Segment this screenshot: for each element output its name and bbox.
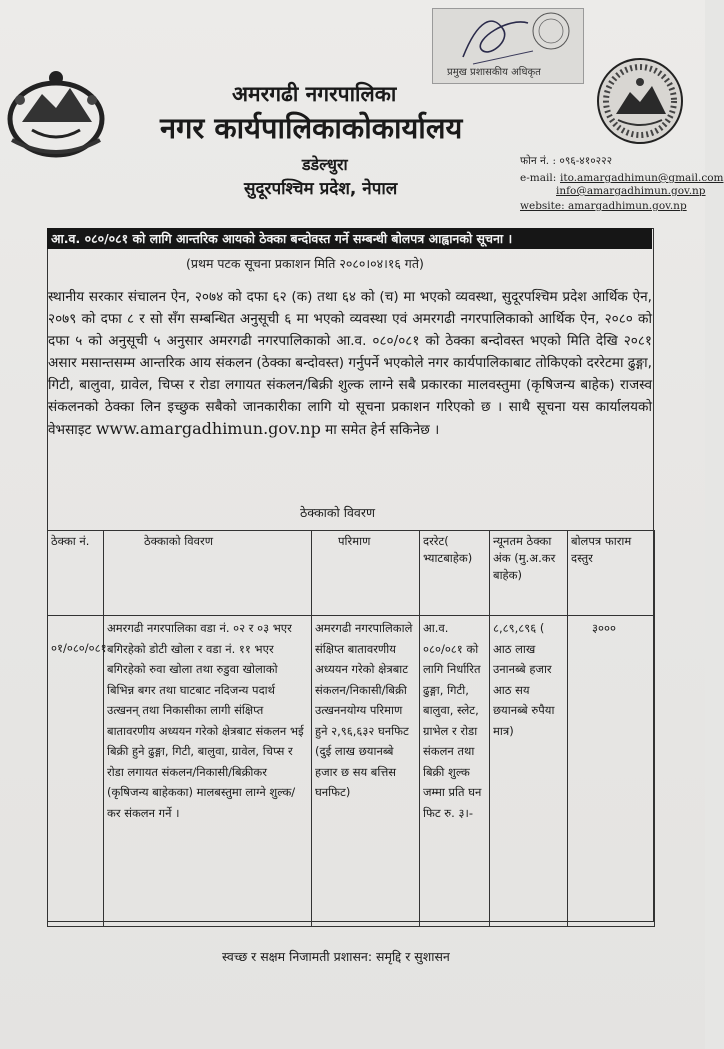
cell-description: अमरगढी नगरपालिका वडा नं. ०२ र ०३ भएर बगिरहेको डोटी खोला र वडा नं. ११ भएर बगिरहेको रुवा खोला तथा रुडुवा खोलाको बिभिन्न बगर तथा घाटबाट नदिजन्य पदार्थ उत्खनन् तथा निकासीका लागी संक्षिप्त बातावरणीय अध्ययन गरेको क्षेत्रबाट संकलन भई बिक्री हुने ढुङ्गा, गिटी, बालुवा, ग्रावेल, चिप्स र रोडा लगायत संकलन/निकासी/बिक्रीकर (कृषिजन्य बाहेकका) मालबस्तुमा लाग्ने शुल्क/कर संकलन गर्ने । (104, 616, 312, 927)
signature-stamp (432, 8, 584, 84)
table-caption: ठेक्काको विवरण (300, 505, 376, 520)
col-header-quantity: परिमाण (312, 531, 420, 616)
footer-slogan: स्वच्छ र सक्षम निजामती प्रशासन: समृद्दि र सुशासन (222, 949, 450, 964)
notice-body-end: मा समेत हेर्न सकिनेछ । (320, 422, 440, 438)
col-header-form-fee: बोलपत्र फाराम दस्तुर (568, 531, 655, 616)
col-header-description: ठेक्काको विवरण (104, 531, 312, 616)
nepal-emblem-icon (2, 64, 110, 164)
contact-email-2[interactable]: info@amargadhimun.gov.np (556, 185, 706, 197)
contact-email-1[interactable]: ito.amargadhimun@gmail.com (560, 172, 724, 184)
notice-subtitle: (प्रथम पटक सूचना प्रकाशन मिति २०८०।०४।१६ गते) (186, 256, 424, 271)
office-name: नगर कार्यपालिकाकोकार्यालय (160, 111, 463, 145)
cell-tender-number: ०१/०८०/०८१ (48, 616, 104, 927)
municipality-logo-icon (592, 56, 688, 146)
table-row (48, 616, 655, 927)
col-header-minimum-amount: न्यूनतम ठेक्का अंक (मु.अ.कर बाहेक) (490, 531, 568, 616)
col-header-rate: दररेट( भ्याटबाहेक) (420, 531, 490, 616)
tender-table (47, 530, 655, 927)
cell-form-fee: ३००० (568, 616, 655, 927)
notice-body-text: स्थानीय सरकार संचालन ऐन, २०७४ को दफा ६२ (क) तथा ६४ को (च) मा भएको व्यवस्था, सुदूरपश्चिम प्रदेश आर्थिक ऐन, २०७९ को दफा ८ र सो सँग सम्बन्धित अनुसूची ६ मा भएको व्यवस्था एवं अमरगढी नगरपालिकाको आर्थिक ऐन, २०८० को दफा ५ को अनुसूची ५ अनुसार अमरगढी नगरपालिकाको आ.व. ०८०/०८१ को ठेक्का बन्दोवस्त भएको मिति देखि २०८१ असार मसान्तसम्म आन्तरिक आय संकलन (ठेक्का बन्दोवस्त) गर्नुपर्ने भएकोले नगर कार्यपालिकाबाट तोकिएको दररेटमा ढुङ्गा, गिटी, बालुवा, ग्रावेल, चिप्स र रोडा लगायत संकलन/बिक्री शुल्क लाग्ने सबै प्रकारका मालवस्तुमा (कृषिजन्य बाहेक) राजस्व संकलनको ठेक्का लिन इच्छुक सबैको जानकारीका लागि यो सूचना प्रकाशन गरिएको छ । साथै सूचना यस कार्यालयको वेभसाइट (48, 289, 652, 438)
col-header-number: ठेक्का नं. (48, 531, 104, 616)
district-name: डडेल्धुरा (302, 155, 348, 174)
notice-website: www.amargadhimun.gov.np (95, 419, 321, 438)
cell-minimum-amount: ८,८९,८९६ ( आठ लाख उनानब्बे हजार आठ सय छयानब्बे रुपैया मात्र) (490, 616, 568, 927)
contact-email-label: e-mail: (520, 172, 557, 184)
province-name: सुदूरपश्चिम प्रदेश, नेपाल (244, 179, 398, 199)
table-header-row (48, 531, 655, 616)
notice-title: आ.व. ०८०/०८१ को लागि आन्तरिक आयको ठेक्का बन्दोवस्त गर्ने सम्बन्धी बोलपत्र आह्वानको सूचना । (47, 228, 652, 249)
cell-rate: आ.व. ०८०/०८१ को लागि निर्धारित ढुङ्गा, गिटी, बालुवा, स्लेट, ग्राभेल र रोडा संकलन तथा बिक्री शुल्क जम्मा प्रति घन फिट रु. ३।- (420, 616, 490, 927)
notice-body (48, 286, 652, 441)
contact-website[interactable]: website: amargadhimun.gov.np (520, 200, 687, 212)
org-name: अमरगढी नगरपालिका (232, 82, 397, 106)
contact-phone: फोन नं. : ०९६-४१०२२२ (520, 155, 613, 167)
cell-quantity: अमरगढी नगरपालिकाले संक्षिप्त बातावरणीय अध्ययन गरेको क्षेत्रबाट संकलन/निकासी/बिक्री उत्खननयोग्य परिमाण हुने २,९६,६३२ घनफिट (दुई लाख छयानब्बे हजार छ सय बत्तिस घनफिट) (312, 616, 420, 927)
stamp-officer-title: प्रमुख प्रशासकीय अधिकृत (447, 67, 541, 78)
